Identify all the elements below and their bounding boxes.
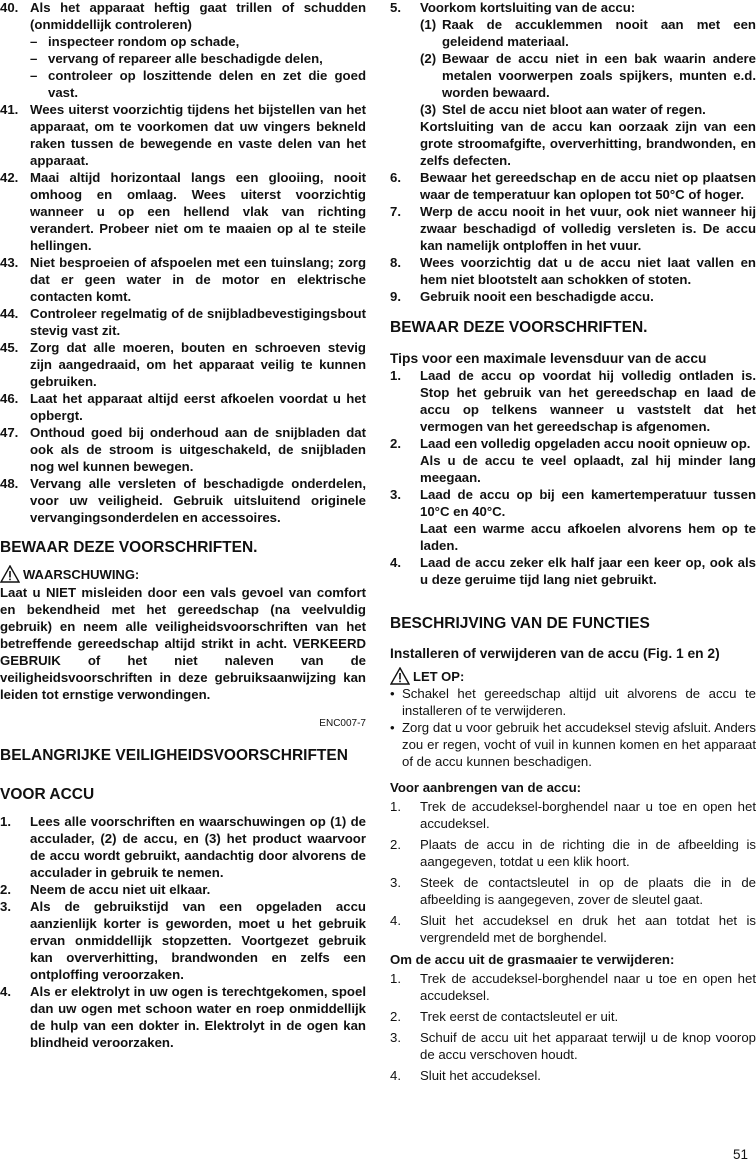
item-40-subs [0,33,366,101]
tip-extra: Als u de accu te veel oplaadt, zal hij minder lang meegaan. [420,453,756,485]
list-item: 9. Gebruik nooit een beschadigde accu. [390,289,654,304]
list-item: 2. Plaats de accu in de richting die in de afbeelding is aangegeven, totdat u een klik hoort. [390,837,756,869]
list-item: 1. Trek de accudeksel-borghendel naar u toe en open het accudeksel. [390,971,756,1003]
list-item: 3. Schuif de accu uit het apparaat terwijl u de knop voorop de accu verschoven houdt. [390,1030,756,1062]
list-item: 7. Werp de accu nooit in het vuur, ook niet wanneer hij zwaar beschadigd of volledig versleten is. De accu kan namelijk ontploffen in het vuur. [390,204,756,253]
list-item: 40. Als het apparaat heftig gaat trillen of schudden (onmiddellijk controleren) [0,0,366,32]
item-5-subs [390,16,756,118]
list-item: 2. Trek eerst de contactsleutel er uit. [390,1009,619,1024]
warning-triangle-icon [390,667,410,685]
list-item: 3. Als de gebruikstijd van een opgeladen accu aanzienlijk korter is geworden, moet u het gebruik ervan onmiddellijk stopzetten. Voortgezet gebruik kan oververhitting, brandwonden en zelfs een ontploffing veroorzaken. [0,899,366,982]
list-item: – controleer op loszittende delen en zet die goed vast. [30,68,366,100]
list-item: 42. Maai altijd horizontaal langs een glooiing, nooit omhoog en omlaag. Wees uiterst voorzichtig wanneer u op een hellend vlak van richting verandert. Probeer niet om te maaien op al te steile hellingen. [0,170,366,253]
list-item: (2) Bewaar de accu niet in een bak waarin andere metalen voorwerpen zoals spijkers, munten e.d. worden bewaard. [420,51,756,100]
list-item: 46. Laat het apparaat altijd eerst afkoelen voordat u het opbergt. [0,391,366,423]
list-item: 4. Sluit het accudeksel. [390,1068,541,1083]
fit-heading: Voor aanbrengen van de accu: [390,780,582,795]
list-item: 5. Voorkom kortsluiting van de accu: [390,0,636,15]
warning-label-text: WAARSCHUWING: [23,566,140,582]
warning-label [0,565,366,583]
battery-heading: VOOR ACCU [0,786,95,803]
save-instructions-heading-2: BEWAAR DEZE VOORSCHRIFTEN. [390,319,648,336]
caution-label [390,667,756,685]
tips-heading: Tips voor een maximale levensduur van de accu [390,351,707,366]
caution-label-text: LET OP: [413,668,465,684]
list-item: (1) Raak de accuklemmen nooit aan met een geleidend materiaal. [420,17,756,49]
list-item: 1. Lees alle voorschriften en waarschuwingen op (1) de acculader, (2) de accu, en (3) het product waarvoor de accu wordt gebruikt, aandachtig door alvorens de acculader in gebruik te nemen. [0,814,366,880]
remove-heading: Om de accu uit de grasmaaier te verwijderen: [390,952,675,967]
list-item: 47. Onthoud goed bij onderhoud aan de snijbladen dat ook als de stroom is uitgeschakeld, de snijbladen nog wel kunnen bewegen. [0,425,366,474]
list-item: 4. Laad de accu zeker elk half jaar een keer op, ook als u deze geruime tijd lang niet gebruikt. [390,555,756,587]
save-instructions-heading: BEWAAR DEZE VOORSCHRIFTEN. [0,539,258,556]
list-item: 48. Vervang alle versleten of beschadigde onderdelen, voor uw veiligheid. Gebruik uitsluitend originele vervangingsonderdelen en accessoires. [0,476,366,525]
warning-triangle-icon [0,565,20,583]
list-item: 4. Sluit het accudeksel en druk het aan totdat het is vergrendeld met de borghendel. [390,913,756,945]
list-item: • Zorg dat u voor gebruik het accudeksel stevig afsluit. Anders zou er regen, vocht of vuil in kunnen komen en het apparaat of de accu kunnen beschadigen. [390,720,756,769]
functions-heading: BESCHRIJVING VAN DE FUNCTIES [390,615,650,632]
list-item: – vervang of repareer alle beschadigde delen, [30,51,323,66]
list-item: 1. Laad de accu op voordat hij volledig ontladen is. Stop het gebruik van het gereedschap en laad de accu op telkens wanneer u vaststelt dat het vermogen van het gereedschap is afgenomen. [390,368,756,434]
list-item: 2. Neem de accu niet uit elkaar. [0,882,211,897]
page-number: 51 [732,1147,748,1162]
list-item: 3. Laad de accu op bij een kamertemperatuur tussen 10°C en 40°C. Laat een warme accu afkoelen alvorens hem op te laden. [390,487,756,553]
list-item: (3) Stel de accu niet bloot aan water of regen. [420,102,706,117]
list-item: 43. Niet besproeien of afspoelen met een tuinslang; zorg dat er geen water in de motor en elektrische contacten komt. [0,255,366,304]
list-item: 45. Zorg dat alle moeren, bouten en schroeven stevig zijn aangedraaid, om het apparaat veilig te kunnen gebruiken. [0,340,366,389]
list-item: 41. Wees uiterst voorzichtig tijdens het bijstellen van het apparaat, om te voorkomen dat uw vingers bekneld raken tussen de bewegende en vaste delen van het apparaat. [0,102,366,168]
list-item: 4. Als er elektrolyt in uw ogen is terechtgekomen, spoel dan uw ogen met schoon water en roep onmiddellijk de hulp van een dokter in. Elektrolyt in de ogen kan blindheid veroorzaken. [0,984,366,1050]
left-column [0,0,366,1051]
list-item: 2. Laad een volledig opgeladen accu nooit opnieuw op. Als u de accu te veel oplaadt, zal hij minder lang meegaan. [390,436,756,485]
list-item: 3. Steek de contactsleutel in op de plaats die in de afbeelding is aangegeven, zover de sleutel gaat. [390,875,756,907]
list-item: 1. Trek de accudeksel-borghendel naar u toe en open het accudeksel. [390,799,756,831]
install-heading: Installeren of verwijderen van de accu (Fig. 1 en 2) [390,646,720,661]
tip-extra: Laat een warme accu afkoelen alvorens hem op te laden. [420,521,756,553]
important-heading: BELANGRIJKE VEILIGHEIDSVOORSCHRIFTEN [0,747,348,764]
list-item: 6. Bewaar het gereedschap en de accu niet op plaatsen waar de temperatuur kan oplopen tot 50°C of hoger. [390,170,756,202]
item-5-note: Kortsluiting van de accu kan oorzaak zijn van een grote stroomafgifte, oververhitting, brandwonden, en zelfs defecten. [420,119,756,168]
document-code: ENC007-7 [319,718,366,729]
list-item: 44. Controleer regelmatig of de snijbladbevestigingsbout stevig vast zit. [0,306,366,338]
list-item: 8. Wees voorzichtig dat u de accu niet laat vallen en hem niet blootstelt aan schokken of stoten. [390,255,756,287]
right-column [390,0,756,1088]
list-item: • Schakel het gereedschap altijd uit alvorens de accu te installeren of te verwijderen. [390,686,756,718]
warning-text: Laat u NIET misleiden door een vals gevoel van comfort en bekendheid met het gereedschap (na veelvuldig gebruik) en neem alle veiligheidsvoorschriften van het betreffende gereedschap altijd strikt in acht. VERKEERD GEBRUIK of het niet naleven van de veiligheidsvoorschriften in deze gebruiksaanwijzing kan leiden tot ernstige verwondingen. [0,585,366,702]
list-item: – inspecteer rondom op schade, [30,34,240,49]
